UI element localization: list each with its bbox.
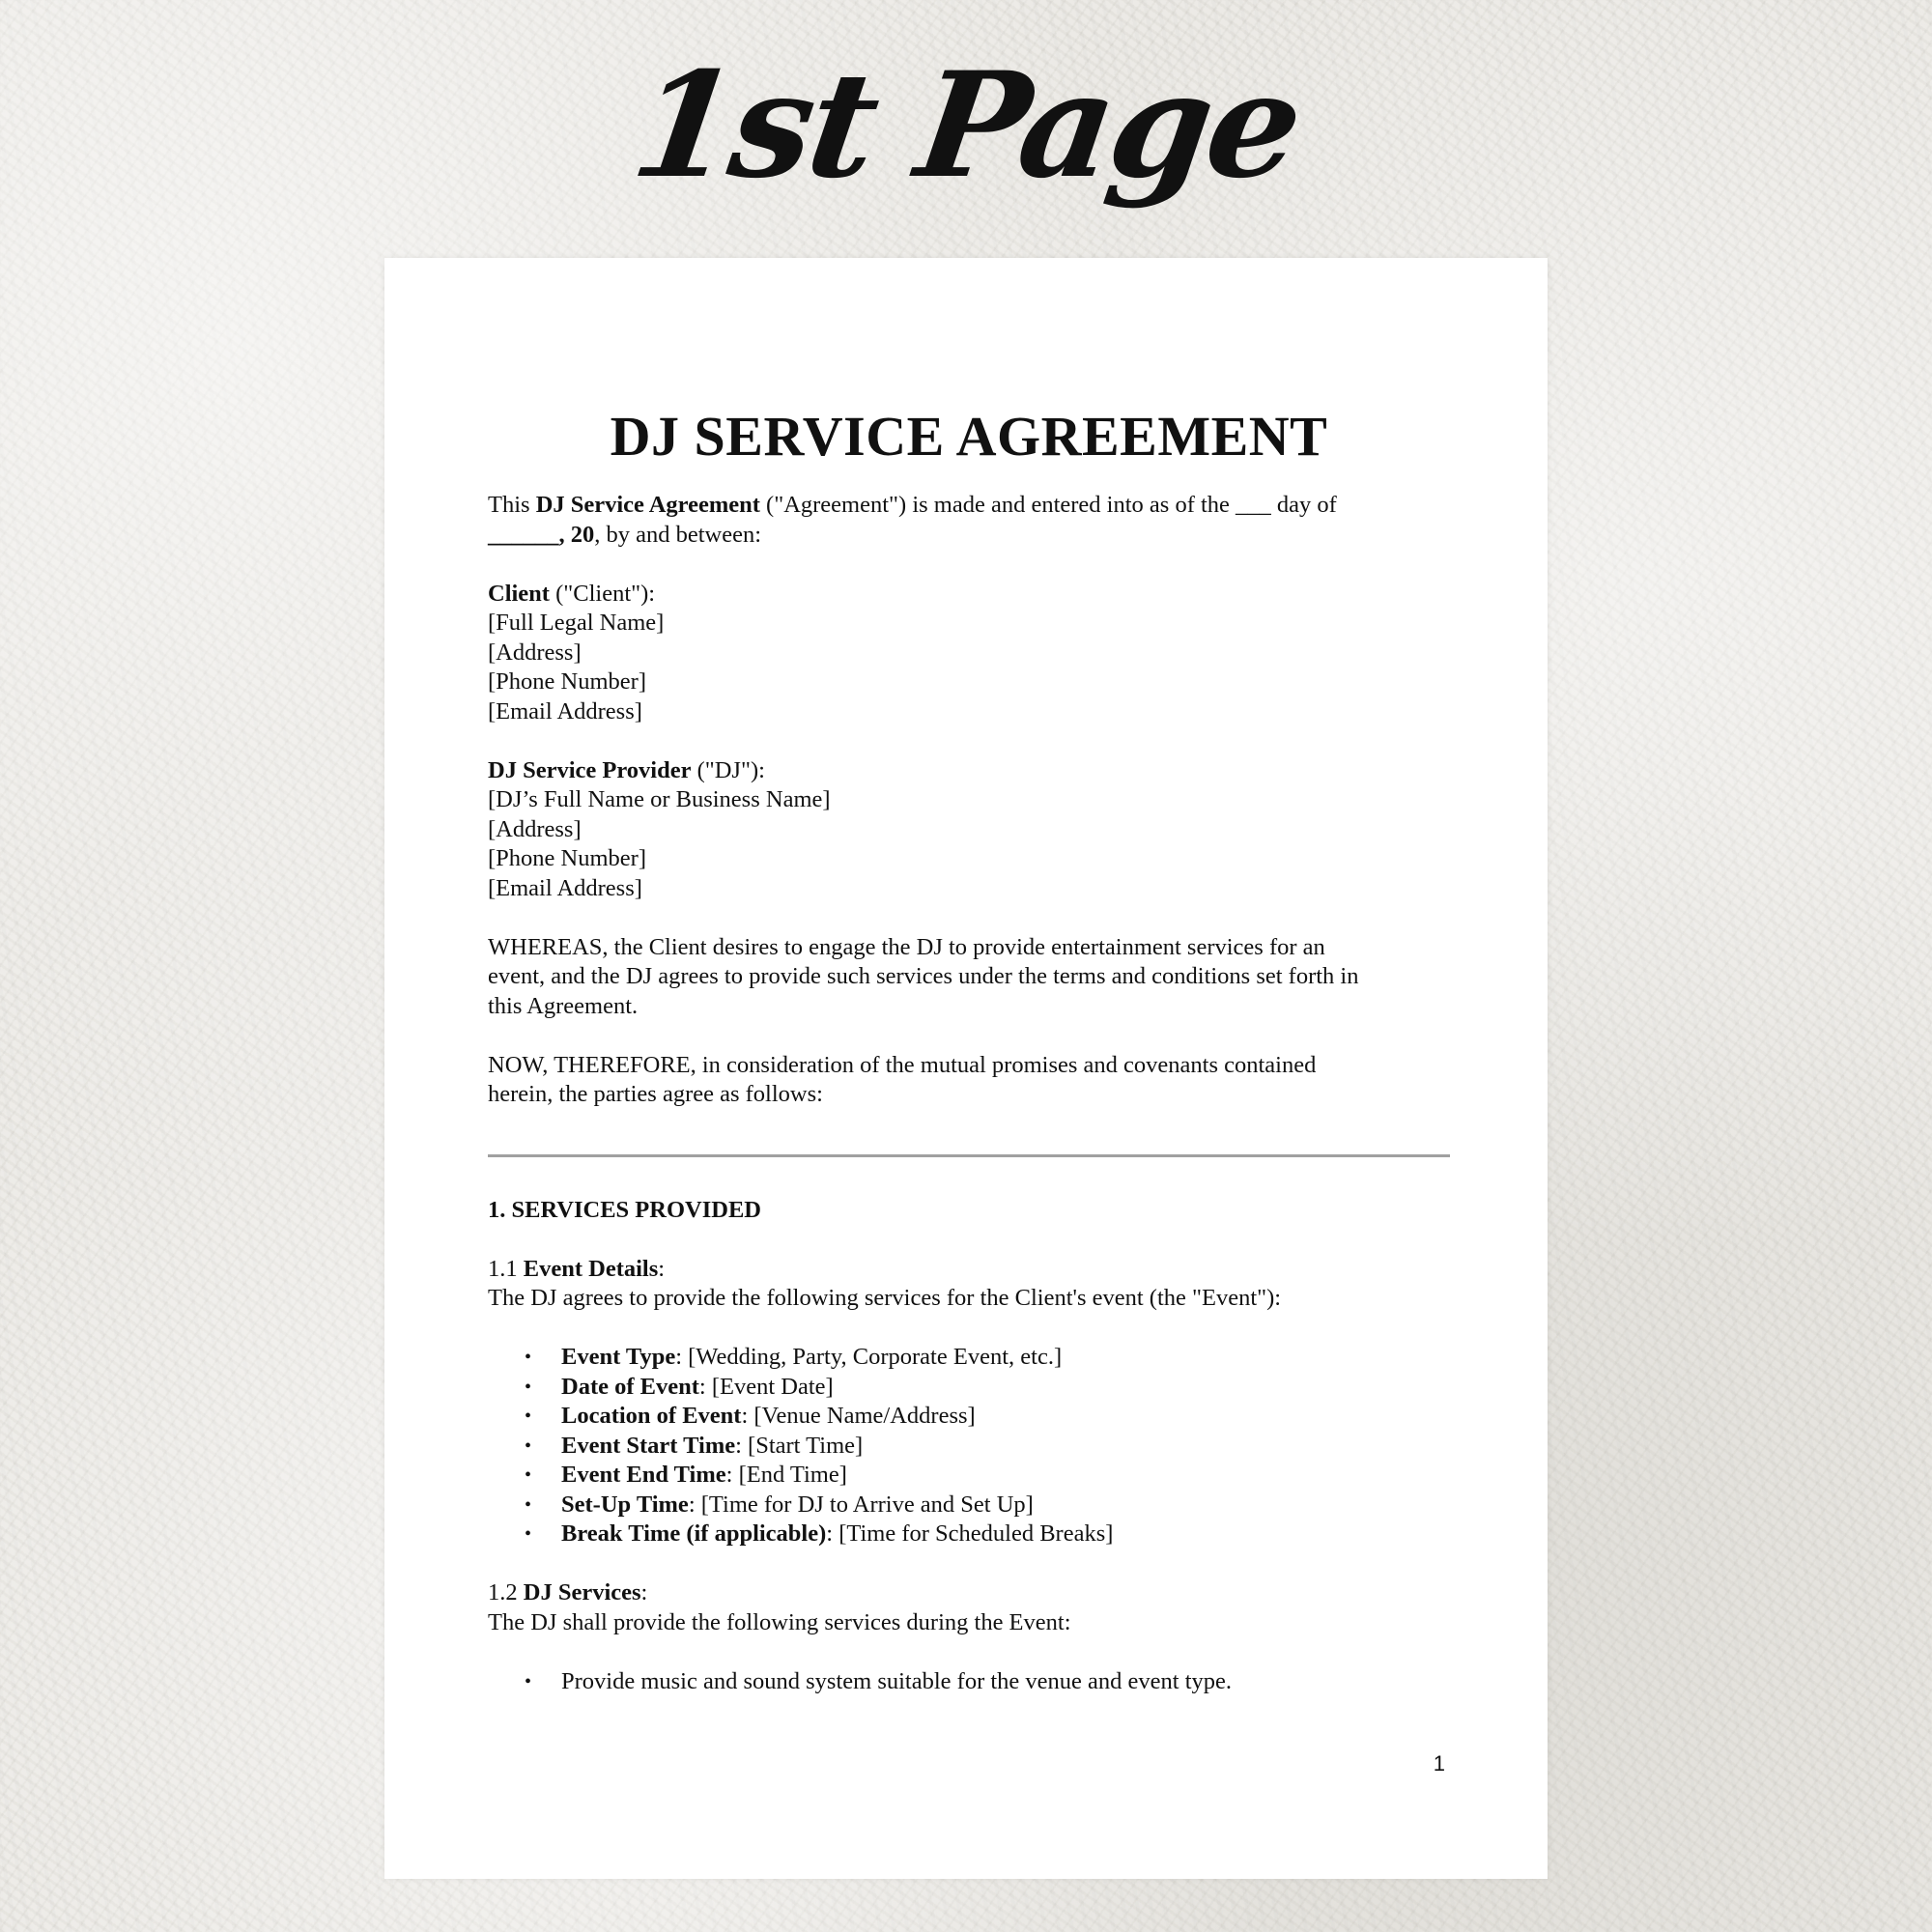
item-text: Provide music and sound system suitable for the venue and event type. <box>561 1667 1233 1694</box>
now-therefore-paragraph <box>488 1051 1450 1110</box>
intro-text: This <box>488 492 536 518</box>
list-item <box>488 1491 1450 1520</box>
whereas-line: event, and the DJ agrees to provide such services under the terms and conditions set forth in <box>488 963 1359 989</box>
now-therefore-line: NOW, THEREFORE, in consideration of the mutual promises and covenants contained <box>488 1051 1317 1078</box>
item-label: Date of Event <box>561 1373 699 1400</box>
subsection-1-1 <box>488 1255 1450 1314</box>
bullet-icon: • <box>525 1493 532 1516</box>
list-item <box>488 1667 1450 1697</box>
client-label-suffix: ("Client"): <box>549 580 656 607</box>
list-item <box>488 1373 1450 1403</box>
section-divider <box>488 1154 1450 1157</box>
item-value: : [Event Date] <box>698 1373 834 1400</box>
item-label: Break Time (if applicable) <box>561 1520 827 1547</box>
item-value: : [Time for Scheduled Breaks] <box>826 1520 1114 1547</box>
client-phone-field: [Phone Number] <box>488 668 646 695</box>
page-banner-title: 1st Page <box>623 41 1309 211</box>
provider-email-field: [Email Address] <box>488 874 642 901</box>
document-page <box>384 258 1548 1879</box>
whereas-line: WHEREAS, the Client desires to engage the DJ to provide entertainment services for an <box>488 933 1325 960</box>
item-value: : [Venue Name/Address] <box>741 1403 976 1429</box>
whereas-line: this Agreement. <box>488 992 639 1019</box>
list-item <box>488 1432 1450 1462</box>
item-value: : [Wedding, Party, Corporate Event, etc.] <box>675 1344 1063 1370</box>
subsection-title: DJ Services <box>523 1579 641 1605</box>
subsection-number: 1.1 <box>488 1255 524 1282</box>
date-blank: ______, 20 <box>488 521 595 548</box>
client-email-field: [Email Address] <box>488 697 642 724</box>
list-item <box>488 1343 1450 1373</box>
list-item <box>488 1461 1450 1491</box>
document-title: DJ SERVICE AGREEMENT <box>610 405 1328 468</box>
list-item <box>488 1520 1450 1549</box>
subsection-colon: : <box>640 1579 648 1605</box>
section-1-heading: 1. SERVICES PROVIDED <box>488 1196 761 1223</box>
bullet-icon: • <box>525 1406 532 1427</box>
subsection-number: 1.2 <box>488 1579 524 1605</box>
item-value: : [Start Time] <box>735 1432 864 1459</box>
item-label: Event End Time <box>561 1462 726 1488</box>
document-body <box>488 403 1450 1726</box>
intro-text: ("Agreement") is made and entered into as of the ___ day of <box>759 492 1337 518</box>
bullet-icon: • <box>525 1435 532 1457</box>
list-item <box>488 1402 1450 1432</box>
bullet-icon: • <box>525 1347 532 1368</box>
subsection-title: Event Details <box>523 1255 659 1282</box>
agreement-name: DJ Service Agreement <box>535 492 760 518</box>
bullet-icon: • <box>525 1376 532 1398</box>
event-details-list <box>488 1343 1450 1549</box>
bullet-icon: • <box>525 1670 532 1692</box>
intro-paragraph <box>488 491 1450 550</box>
item-label: Event Type <box>561 1344 676 1370</box>
subsection-text: The DJ agrees to provide the following services for the Client's event (the "Event"): <box>488 1285 1282 1311</box>
dj-services-list <box>488 1667 1450 1697</box>
item-label: Event Start Time <box>561 1432 736 1459</box>
subsection-colon: : <box>658 1255 666 1282</box>
page-number: 1 <box>1433 1751 1445 1776</box>
provider-name-field: [DJ’s Full Name or Business Name] <box>488 786 831 812</box>
item-value: : [Time for DJ to Arrive and Set Up] <box>688 1491 1034 1518</box>
subsection-1-2 <box>488 1578 1450 1637</box>
provider-address-field: [Address] <box>488 815 582 842</box>
bullet-icon: • <box>525 1523 532 1545</box>
provider-block <box>488 756 1450 904</box>
whereas-paragraph <box>488 933 1450 1022</box>
bullet-icon: • <box>525 1464 532 1486</box>
client-label: Client <box>488 580 550 607</box>
intro-text: , by and between: <box>594 521 762 548</box>
item-label: Set-Up Time <box>561 1491 689 1518</box>
provider-label-suffix: ("DJ"): <box>691 756 765 783</box>
subsection-text: The DJ shall provide the following services during the Event: <box>488 1608 1071 1635</box>
now-therefore-line: herein, the parties agree as follows: <box>488 1081 823 1107</box>
provider-phone-field: [Phone Number] <box>488 845 646 871</box>
provider-label: DJ Service Provider <box>488 756 692 783</box>
item-label: Location of Event <box>561 1403 742 1429</box>
client-name-field: [Full Legal Name] <box>488 610 665 636</box>
item-value: : [End Time] <box>725 1462 847 1488</box>
client-block <box>488 580 1450 727</box>
client-address-field: [Address] <box>488 639 582 666</box>
